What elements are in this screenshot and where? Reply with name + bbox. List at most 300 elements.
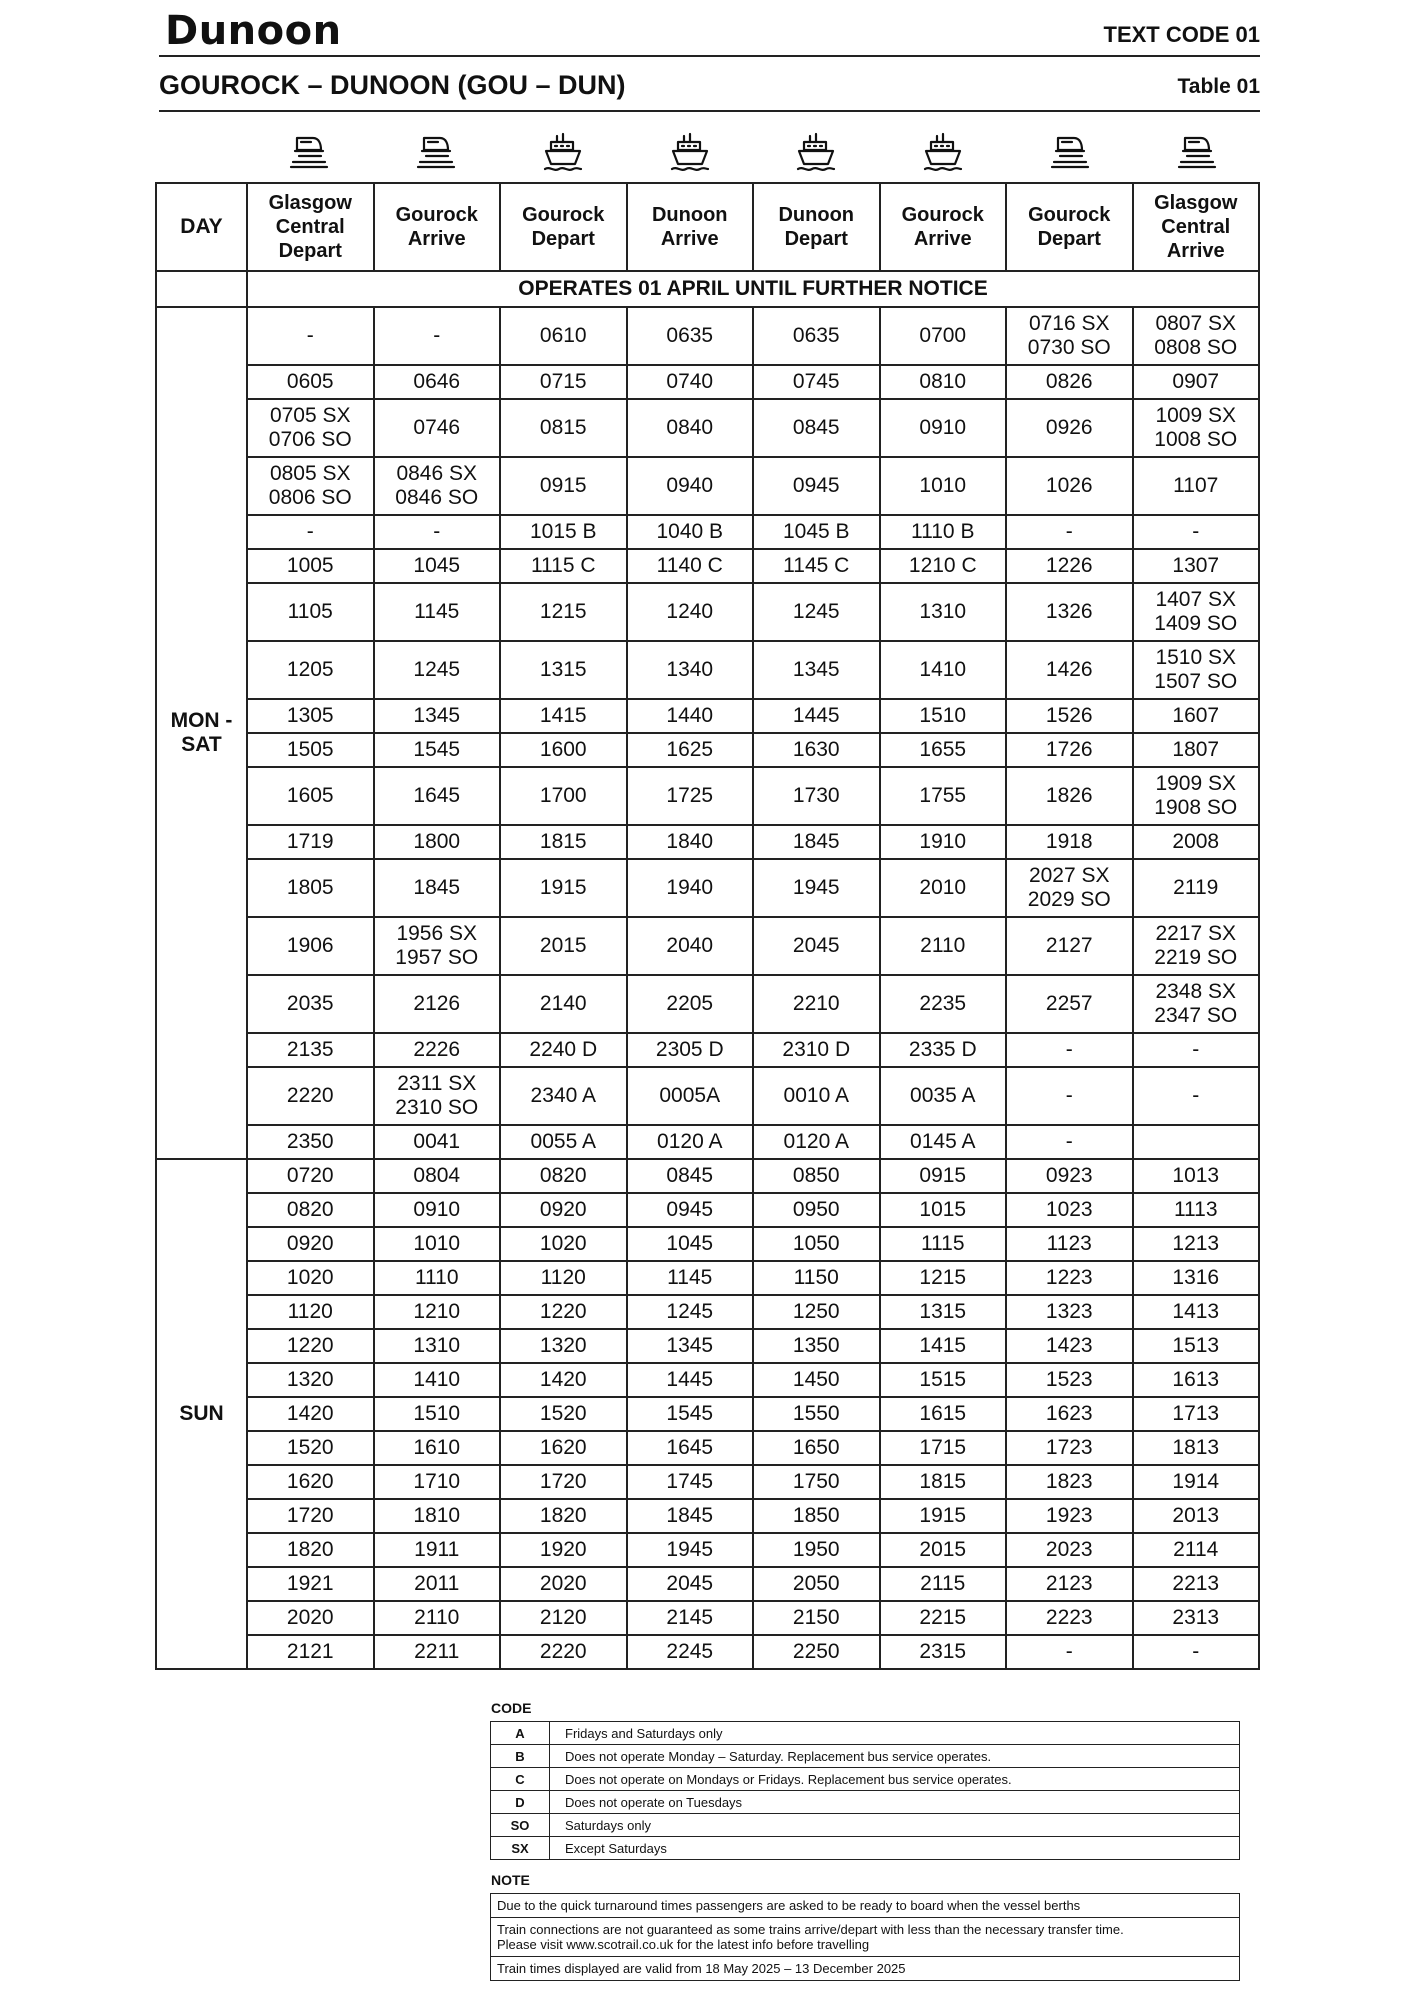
time-cell — [374, 767, 501, 825]
cell-line: 1713 — [1172, 1402, 1220, 1425]
cell-line: 2305 D — [655, 1038, 724, 1061]
time-cell — [1133, 1125, 1260, 1159]
cell-line: MON - — [170, 709, 233, 732]
route-title: GOUROCK – DUNOON (GOU – DUN) — [159, 70, 626, 100]
time-cell — [753, 699, 880, 733]
cell-line: 1726 — [1045, 738, 1093, 761]
cell-line: 1610 — [413, 1436, 461, 1459]
time-cell — [753, 549, 880, 583]
cell-line: 1505 — [286, 738, 334, 761]
time-cell — [880, 975, 1007, 1033]
time-cell — [627, 859, 754, 917]
time-cell — [880, 1363, 1007, 1397]
cell-line: 0807 SX — [1155, 312, 1237, 335]
cell-line: Dunoon — [651, 204, 728, 226]
table-row — [156, 307, 1259, 365]
cell-line: 1445 — [792, 704, 840, 727]
time-cell — [247, 975, 374, 1033]
cell-line: 1326 — [1045, 600, 1093, 623]
cell-line: 1840 — [666, 830, 714, 853]
cell-line: 2250 — [792, 1640, 840, 1663]
time-cell — [247, 1261, 374, 1295]
time-cell — [247, 641, 374, 699]
time-cell — [500, 1363, 627, 1397]
cell-line: 1520 — [539, 1402, 587, 1425]
time-cell — [500, 1329, 627, 1363]
cell-line: 1545 — [666, 1402, 714, 1425]
cell-line: 0010 A — [783, 1084, 849, 1107]
cell-line: - — [1065, 1130, 1073, 1153]
cell-line: 1645 — [413, 784, 461, 807]
time-cell — [627, 1601, 754, 1635]
column-header — [374, 183, 501, 271]
time-cell — [247, 1033, 374, 1067]
time-cell — [1133, 1295, 1260, 1329]
cell-line: 1123 — [1046, 1232, 1092, 1255]
cell-line: 1915 — [539, 876, 587, 899]
time-cell — [247, 1397, 374, 1431]
cell-line: 1826 — [1045, 784, 1093, 807]
cell-line: 1305 — [286, 704, 334, 727]
cell-line: 1800 — [413, 830, 461, 853]
cell-line: 1440 — [666, 704, 714, 727]
cell-line: 1213 — [1172, 1232, 1220, 1255]
cell-line: Gourock — [522, 204, 605, 226]
cell-line: Depart — [784, 228, 848, 250]
cell-line: 1215 — [919, 1266, 967, 1289]
cell-line: 1918 — [1045, 830, 1093, 853]
mode-icons — [246, 128, 1260, 178]
cell-line: 1823 — [1045, 1470, 1093, 1493]
time-cell — [1133, 1635, 1260, 1669]
time-cell — [247, 1533, 374, 1567]
time-cell — [247, 1067, 374, 1125]
time-cell — [627, 1465, 754, 1499]
cell-line: 2211 — [414, 1640, 460, 1663]
time-cell — [500, 399, 627, 457]
cell-line: 0850 — [792, 1164, 840, 1187]
cell-line: 1420 — [539, 1368, 587, 1391]
time-cell — [627, 1533, 754, 1567]
time-cell — [374, 1193, 501, 1227]
table-row — [156, 515, 1259, 549]
cell-line: 2027 SX — [1028, 864, 1110, 887]
time-cell — [374, 1125, 501, 1159]
cell-line: 1923 — [1045, 1504, 1093, 1527]
time-cell — [753, 1635, 880, 1669]
time-cell — [500, 859, 627, 917]
time-cell — [500, 1431, 627, 1465]
time-cell — [753, 1363, 880, 1397]
time-cell — [880, 917, 1007, 975]
table-row — [156, 1125, 1259, 1159]
cell-line: 2029 SO — [1027, 888, 1111, 911]
code-row — [491, 1791, 1240, 1814]
cell-line: 1105 — [287, 600, 333, 623]
cell-line: 0145 A — [910, 1130, 976, 1153]
time-cell — [1133, 457, 1260, 515]
cell-line: 0926 — [1045, 416, 1093, 439]
time-cell — [880, 1533, 1007, 1567]
column-header — [247, 183, 374, 271]
time-cell — [247, 825, 374, 859]
cell-line: 0945 — [666, 1198, 714, 1221]
cell-line: Dunoon — [778, 204, 855, 226]
cell-line: 2257 — [1045, 992, 1093, 1015]
ferry-icon — [921, 132, 965, 174]
cell-line: 0820 — [539, 1164, 587, 1187]
time-cell — [374, 457, 501, 515]
cell-line: 0035 A — [910, 1084, 976, 1107]
cell-line: 0920 — [539, 1198, 587, 1221]
cell-line: 1345 — [792, 658, 840, 681]
time-cell — [1133, 1329, 1260, 1363]
cell-line: 1725 — [666, 784, 714, 807]
cell-line: 0805 SX — [269, 462, 351, 485]
code-row — [491, 1814, 1240, 1837]
notice-row — [156, 271, 1259, 307]
table-row — [156, 1033, 1259, 1067]
time-cell — [1006, 1261, 1133, 1295]
cell-line: 1009 SX — [1155, 404, 1237, 427]
table-row — [156, 825, 1259, 859]
time-cell — [627, 307, 754, 365]
cell-line: 1350 — [792, 1334, 840, 1357]
cell-line: Depart — [278, 240, 342, 262]
table-row — [156, 1533, 1259, 1567]
table-row — [156, 457, 1259, 515]
time-cell — [374, 1635, 501, 1669]
cell-line: 1915 — [919, 1504, 967, 1527]
time-cell — [880, 515, 1007, 549]
time-cell — [753, 733, 880, 767]
time-cell — [880, 1067, 1007, 1125]
time-cell — [374, 399, 501, 457]
time-cell — [1006, 1499, 1133, 1533]
time-cell — [753, 917, 880, 975]
time-cell — [880, 1567, 1007, 1601]
cell-line: 1245 — [792, 600, 840, 623]
cell-line: 1245 — [666, 1300, 714, 1323]
cell-line: 1409 SO — [1154, 612, 1238, 635]
table-row — [156, 1295, 1259, 1329]
time-cell — [1006, 365, 1133, 399]
cell-line: 1040 B — [656, 520, 724, 543]
time-cell — [753, 1295, 880, 1329]
train-icon — [1048, 132, 1092, 174]
cell-line: 1445 — [666, 1368, 714, 1391]
cell-line: 1015 B — [529, 520, 597, 543]
time-cell — [880, 583, 1007, 641]
time-cell — [880, 1635, 1007, 1669]
cell-line: 0910 — [919, 416, 967, 439]
cell-line: 1345 — [413, 704, 461, 727]
cell-line: 1600 — [539, 738, 587, 761]
code-row — [491, 1745, 1240, 1768]
time-cell — [1006, 1227, 1133, 1261]
table-row — [156, 549, 1259, 583]
cell-line: 0706 SO — [268, 428, 352, 451]
cell-line: 1720 — [286, 1504, 334, 1527]
cell-line: 1307 — [1172, 554, 1220, 577]
cell-line: 1120 — [540, 1266, 586, 1289]
time-cell — [500, 365, 627, 399]
cell-line: 2350 — [286, 1130, 334, 1153]
cell-line: 1815 — [539, 830, 587, 853]
cell-line: 2135 — [286, 1038, 334, 1061]
cell-line: 2123 — [1045, 1572, 1093, 1595]
cell-line: 0705 SX — [269, 404, 351, 427]
time-cell — [247, 515, 374, 549]
cell-line: 0845 — [666, 1164, 714, 1187]
cell-line: 2213 — [1172, 1572, 1220, 1595]
time-cell — [1133, 1193, 1260, 1227]
table-row — [156, 1193, 1259, 1227]
cell-line: 2348 SX — [1155, 980, 1237, 1003]
time-cell — [374, 1227, 501, 1261]
cell-line: 1845 — [792, 830, 840, 853]
cell-line: 0806 SO — [268, 486, 352, 509]
cell-line: 1750 — [792, 1470, 840, 1493]
cell-line: 1145 — [414, 600, 460, 623]
time-cell — [880, 825, 1007, 859]
time-cell — [1006, 1533, 1133, 1567]
mode-icon-cell — [500, 128, 627, 178]
cell-line: 2335 D — [908, 1038, 977, 1061]
time-cell — [1133, 583, 1260, 641]
time-cell — [880, 1465, 1007, 1499]
time-cell — [880, 1499, 1007, 1533]
cell-line: 1850 — [792, 1504, 840, 1527]
cell-line: 1145 — [667, 1266, 713, 1289]
cell-line: 0605 — [286, 370, 334, 393]
cell-line: 2050 — [792, 1572, 840, 1595]
cell-line: 1515 — [919, 1368, 967, 1391]
time-cell — [880, 1159, 1007, 1193]
cell-line: 0730 SO — [1027, 336, 1111, 359]
time-cell — [500, 1397, 627, 1431]
time-cell — [374, 1567, 501, 1601]
cell-line: 1507 SO — [1154, 670, 1238, 693]
cell-line: 0915 — [539, 474, 587, 497]
cell-line: 1906 — [286, 934, 334, 957]
code-key: B — [491, 1745, 550, 1768]
time-cell — [374, 1533, 501, 1567]
time-cell — [1133, 549, 1260, 583]
cell-line: 1020 — [539, 1232, 587, 1255]
time-cell — [753, 1499, 880, 1533]
time-cell — [1133, 399, 1260, 457]
cell-line: 2215 — [919, 1606, 967, 1629]
cell-line: 2310 SO — [395, 1096, 479, 1119]
time-cell — [1133, 733, 1260, 767]
time-cell — [880, 307, 1007, 365]
time-cell — [627, 733, 754, 767]
time-cell — [374, 1295, 501, 1329]
cell-line: 2115 — [920, 1572, 966, 1595]
cell-line: Arrive — [407, 228, 466, 250]
cell-line: 0915 — [919, 1164, 967, 1187]
cell-line: 1820 — [286, 1538, 334, 1561]
cell-line: 1008 SO — [1154, 428, 1238, 451]
cell-line: 2011 — [414, 1572, 460, 1595]
time-cell — [1133, 825, 1260, 859]
time-cell — [1133, 767, 1260, 825]
cell-line: 2121 — [286, 1640, 334, 1663]
cell-line: - — [1065, 1640, 1073, 1663]
time-cell — [1133, 1397, 1260, 1431]
time-cell — [1006, 1125, 1133, 1159]
time-cell — [753, 1193, 880, 1227]
cell-line: 1310 — [413, 1334, 461, 1357]
time-cell — [627, 515, 754, 549]
code-description: Does not operate Monday – Saturday. Replacement bus service operates. — [550, 1745, 1240, 1768]
time-cell — [627, 917, 754, 975]
cell-line: 1015 — [919, 1198, 967, 1221]
cell-line: 0635 — [792, 324, 840, 347]
note-text — [491, 1957, 1240, 1981]
cell-line: 1526 — [1045, 704, 1093, 727]
cell-line: - — [1192, 1640, 1200, 1663]
cell-line: - — [433, 324, 441, 347]
time-cell — [500, 1533, 627, 1567]
cell-line: 2114 — [1173, 1538, 1219, 1561]
time-cell — [1133, 1431, 1260, 1465]
time-cell — [753, 1261, 880, 1295]
time-cell — [753, 1125, 880, 1159]
cell-line: 1110 — [414, 1266, 459, 1289]
cell-line: 1920 — [539, 1538, 587, 1561]
time-cell — [500, 1125, 627, 1159]
header-row — [156, 183, 1259, 271]
cell-line: 2205 — [666, 992, 714, 1015]
cell-line: 0845 — [792, 416, 840, 439]
time-cell — [880, 699, 1007, 733]
header-divider — [159, 55, 1260, 57]
cell-line: 1655 — [919, 738, 967, 761]
time-cell — [753, 1067, 880, 1125]
cell-line: 2235 — [919, 992, 967, 1015]
cell-line: 1426 — [1045, 658, 1093, 681]
time-cell — [500, 307, 627, 365]
cell-line: 1020 — [286, 1266, 334, 1289]
time-cell — [374, 699, 501, 733]
code-description: Does not operate on Mondays or Fridays. Replacement bus service operates. — [550, 1768, 1240, 1791]
cell-line: 1220 — [286, 1334, 334, 1357]
time-cell — [1006, 307, 1133, 365]
time-cell — [500, 1465, 627, 1499]
time-cell — [627, 1635, 754, 1669]
cell-line: Gourock — [901, 204, 984, 226]
cell-line: 1210 — [413, 1300, 461, 1323]
time-cell — [1006, 641, 1133, 699]
time-cell — [1006, 1363, 1133, 1397]
cell-line: 1815 — [919, 1470, 967, 1493]
cell-line: 1026 — [1045, 474, 1093, 497]
cell-line: 1045 B — [782, 520, 850, 543]
code-key: SX — [491, 1837, 550, 1860]
cell-line: 1045 — [666, 1232, 714, 1255]
time-cell — [1133, 1601, 1260, 1635]
cell-line: 1805 — [286, 876, 334, 899]
mode-icon-cell — [753, 128, 880, 178]
cell-line: 1914 — [1172, 1470, 1220, 1493]
cell-line: 2015 — [919, 1538, 967, 1561]
cell-line: 2120 — [539, 1606, 587, 1629]
cell-line: 1605 — [286, 784, 334, 807]
cell-line: 2313 — [1172, 1606, 1220, 1629]
time-cell — [247, 1125, 374, 1159]
cell-line: 2110 — [920, 934, 966, 957]
cell-line: 0950 — [792, 1198, 840, 1221]
time-cell — [753, 859, 880, 917]
operating-notice: OPERATES 01 APRIL UNTIL FURTHER NOTICE — [247, 271, 1259, 307]
time-cell — [1133, 641, 1260, 699]
day-label — [156, 307, 247, 1159]
code-table — [490, 1721, 1240, 1860]
cell-line: Glasgow — [1154, 192, 1238, 214]
cell-line: - — [1065, 1084, 1073, 1107]
note-label: NOTE — [491, 1872, 530, 1888]
time-cell — [247, 1567, 374, 1601]
cell-line: 2127 — [1045, 934, 1093, 957]
time-cell — [1006, 583, 1133, 641]
code-description: Fridays and Saturdays only — [550, 1722, 1240, 1745]
cell-line: 1650 — [792, 1436, 840, 1459]
cell-line: 1250 — [792, 1300, 840, 1323]
cell-line: 1315 — [919, 1300, 967, 1323]
time-cell — [627, 825, 754, 859]
cell-line: 2219 SO — [1154, 946, 1238, 969]
time-cell — [753, 825, 880, 859]
time-cell — [500, 975, 627, 1033]
time-cell — [374, 583, 501, 641]
time-cell — [627, 457, 754, 515]
cell-line: Gourock — [1028, 204, 1111, 226]
cell-line: 1645 — [666, 1436, 714, 1459]
time-cell — [880, 1227, 1007, 1261]
table-row — [156, 1465, 1259, 1499]
cell-line: 2023 — [1045, 1538, 1093, 1561]
table-row — [156, 1261, 1259, 1295]
cell-line: 0910 — [413, 1198, 461, 1221]
cell-line: 1807 — [1172, 738, 1220, 761]
cell-line: 0846 SO — [395, 486, 479, 509]
time-cell — [374, 1601, 501, 1635]
time-cell — [374, 515, 501, 549]
cell-line: 1957 SO — [395, 946, 479, 969]
time-cell — [880, 1329, 1007, 1363]
mode-icon-cell — [373, 128, 500, 178]
cell-line: 1023 — [1045, 1198, 1093, 1221]
table-row — [156, 399, 1259, 457]
cell-line: 1615 — [919, 1402, 967, 1425]
time-cell — [247, 1431, 374, 1465]
time-cell — [1006, 733, 1133, 767]
table-row — [156, 699, 1259, 733]
cell-line: 1911 — [414, 1538, 460, 1561]
time-cell — [500, 457, 627, 515]
cell-line: Arrive — [913, 228, 972, 250]
cell-line: 1113 — [1173, 1198, 1218, 1221]
time-cell — [880, 1193, 1007, 1227]
cell-line: - — [1065, 1038, 1073, 1061]
time-cell — [247, 1227, 374, 1261]
table-row — [156, 583, 1259, 641]
cell-line: Arrive — [1166, 240, 1225, 262]
time-cell — [247, 583, 374, 641]
time-cell — [500, 1033, 627, 1067]
